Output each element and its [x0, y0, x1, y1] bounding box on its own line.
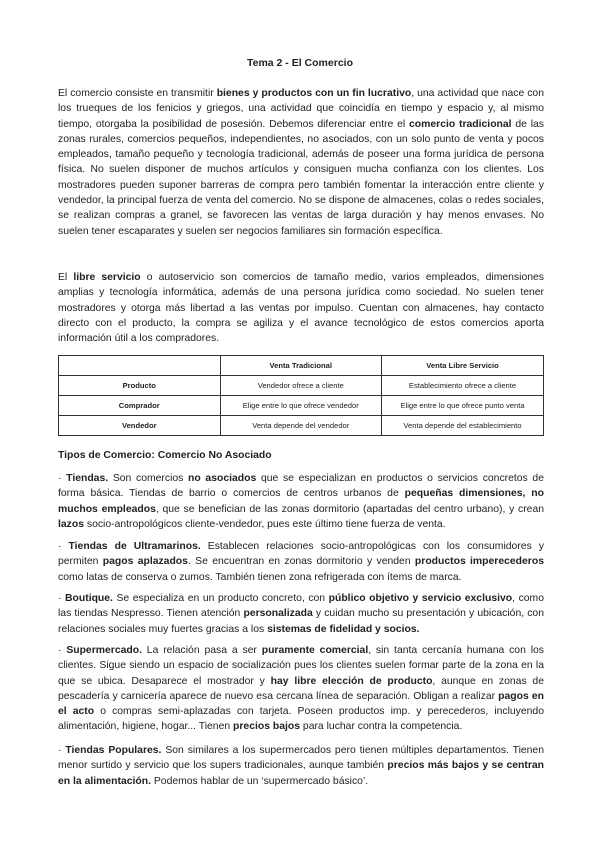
bold-term: productos imperecederos — [414, 556, 544, 568]
text-run: o compras semi-aplazadas con tarjeta. Poseen productos imp. y perecederos, incluyendo alimentación, higiene, hogar... Tienen — [58, 706, 544, 733]
bold-term: pagos en el acto — [58, 690, 544, 718]
bold-term: Tiendas. — [66, 473, 109, 484]
libre-servicio-paragraph — [58, 270, 544, 346]
text-run: El — [58, 272, 74, 283]
text-run: de las zonas rurales, comercios pequeños, independientes, no asociados, con un solo punto de venta y pocos empleados, tamaño pequeño y tecnología tradicional, además de poseer una forma jurídica de persona física. No suelen disponer de muchos artículos y consiguen mucha confianza con los clientes. Los mostradores pueden suponer barreras de compra pero también fomentar la interacción entre cliente y vendedor, la principal fuerza de venta del comercio. No se dispone de almacenes, colas o redes sociales, se realizan compras a granel, se favorecen las ventas de larga duración y hay menos envases. No suelen tener escaparates y suelen ser negocios familiares sin formación específica. — [58, 118, 544, 237]
table-header-row — [59, 356, 544, 376]
table-header-cell — [59, 356, 221, 376]
table-cell: Elige entre lo que ofrece vendedor — [220, 396, 382, 416]
text-run: Son comercios — [108, 473, 189, 484]
text-run: que se especializan en productos o servicios concretos de forma básica. Tiendas de barrio o comercios de centros urbanos de — [58, 473, 544, 500]
bold-term: precios bajos — [233, 721, 301, 733]
bold-term: Supermercado. — [66, 645, 142, 656]
bold-term: libre servicio — [73, 272, 141, 283]
text-run: como latas de conserva o zumos. También tienen zona refrigerada con ítems de marca. — [58, 571, 462, 583]
type-tiendas — [58, 471, 544, 532]
text-run: , una actividad que nace con los trueques de los fenicios y griegos, una actividad que coincidía en tiempo y espacio y, al mismo tiempo, otorgaba la posibilidad de posesión. Debemos diferenciar entre el — [58, 88, 544, 130]
bold-term: precios más bajos y se centran en la alimentación. — [58, 760, 545, 787]
table-row-header: Comprador — [59, 396, 221, 416]
bold-term: pequeñas dimensiones, no muchos empleados — [58, 488, 544, 515]
table-cell: Venta depende del establecimiento — [382, 416, 544, 436]
bold-term: personalizada — [243, 608, 313, 620]
text-run: Establecen relaciones socio-antropológicas con los consumidores y permiten — [58, 541, 544, 568]
text-run: Son similares a los supermercados pero tienen múltiples departamentos. Tienen menor surtido y servicio que los supers tradicionales, aunque también — [58, 745, 544, 772]
text-run: · — [58, 745, 66, 756]
text-run: , como las tiendas Nespresso. Tienen atención — [58, 593, 544, 620]
text-run: · — [58, 593, 66, 604]
table-cell: Vendedor ofrece a cliente — [220, 376, 382, 396]
type-tiendas-populares — [58, 743, 544, 789]
text-run: Se especializa en un producto concreto, con — [112, 593, 329, 604]
table-cell: Elige entre lo que ofrece punto venta — [382, 396, 544, 416]
text-run: o autoservicio son comercios de tamaño medio, varios empleados, dimensiones amplias y tecnología informática, además de una persona jurídica como sociedad. No suelen tener mostradores y otorga más libertad a las ventas por impulso. Cuentan con almacenes, hay contacto directo con el producto, la compra se agiliza y el avance tecnológico de estos comercios aporta información útil a los compradores. — [58, 272, 544, 345]
bold-term: no asociados — [188, 473, 257, 484]
text-run: , que se benefician de las zonas dormitorio (apartadas del centro urbano), y crean — [155, 503, 544, 515]
table-row — [59, 396, 544, 416]
text-run: socio-antropológicos cliente-vendedor, pues este último tiene fuerza de venta. — [84, 518, 446, 530]
table-row — [59, 376, 544, 396]
text-run: . Se encuentran en zonas dormitorio y venden — [187, 556, 415, 568]
bold-term: lazos — [58, 518, 84, 530]
intro-paragraph — [58, 86, 544, 239]
text-run: , aunque en zonas de pescadería y carnicería aparece de nuevo esa cercana línea de separación. Obligan a realizar — [58, 675, 544, 702]
text-run: , sin tanta cercanía humana con los clientes. Sigue siendo un espacio de socialización pues los clientes suelen formar parte de la zona en la que se ubica. Desaparece el mostrador y — [58, 645, 544, 687]
table-header-cell: Venta Tradicional — [220, 356, 382, 376]
table-header-cell: Venta Libre Servicio — [382, 356, 544, 376]
bold-term: Tiendas Populares. — [65, 745, 162, 756]
text-run: Podemos hablar de un ‘supermercado básico’. — [150, 775, 369, 787]
table-row-header: Vendedor — [59, 416, 221, 436]
bold-term: sistemas de fidelidad y socios. — [267, 623, 420, 635]
bold-term: Tiendas de Ultramarinos. — [68, 541, 201, 552]
section-subheading: Tipos de Comercio: Comercio No Asociado — [58, 450, 272, 461]
text-run: y cuidan mucho su presentación y ubicación, con relaciones sociales muy fuertes gracias a los — [58, 608, 544, 635]
text-run: · — [58, 541, 69, 552]
type-boutique — [58, 591, 544, 637]
text-run: La relación pasa a ser — [141, 645, 262, 656]
table-row — [59, 416, 544, 436]
bold-term: público objetivo y servicio exclusivo — [328, 593, 513, 604]
bold-term: Boutique. — [65, 593, 113, 604]
bold-term: pagos aplazados — [102, 556, 188, 568]
text-run: para luchar contra la competencia. — [300, 721, 463, 733]
table-cell: Establecimiento ofrece a cliente — [382, 376, 544, 396]
bold-term: hay libre elección de producto — [270, 675, 433, 687]
type-supermercado — [58, 643, 544, 735]
page-title: Tema 2 - El Comercio — [246, 57, 353, 69]
text-run: · — [58, 645, 67, 656]
bold-term: puramente comercial — [261, 645, 369, 656]
bold-term: bienes y productos con un fin lucrativo — [216, 88, 412, 99]
table-row-header: Producto — [59, 376, 221, 396]
type-ultramarinos — [58, 539, 544, 585]
text-run: El comercio consiste en transmitir — [58, 88, 217, 99]
table-cell: Venta depende del vendedor — [220, 416, 382, 436]
comparison-table — [58, 355, 544, 436]
bold-term: comercio tradicional — [409, 118, 512, 130]
text-run: · — [58, 473, 67, 484]
